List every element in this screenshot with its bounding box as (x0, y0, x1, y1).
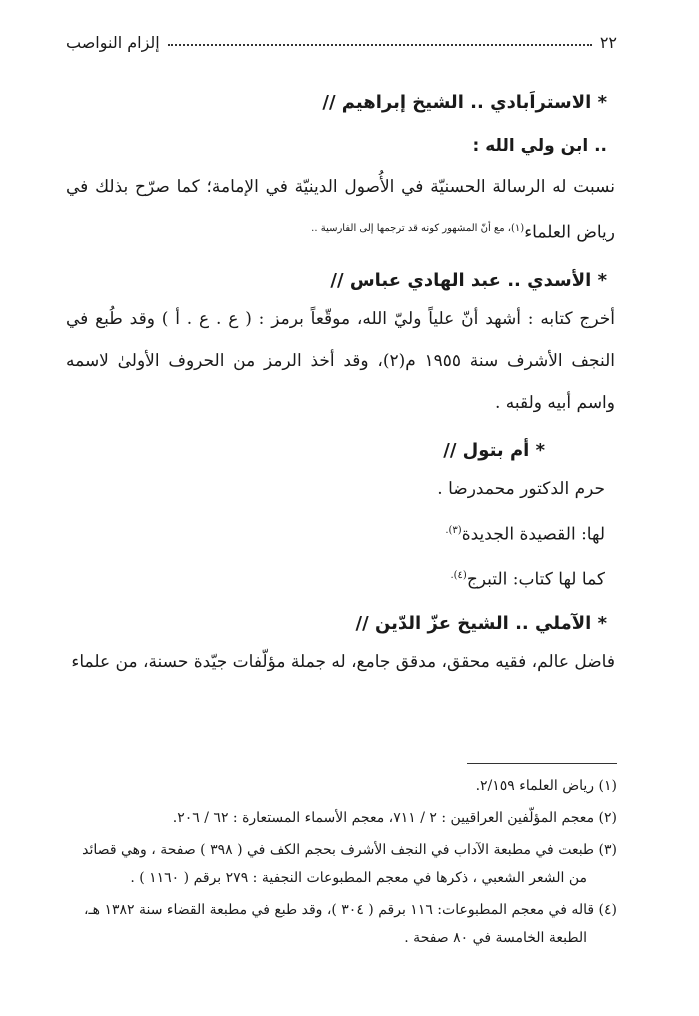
footnote-text: معجم المؤلّفين العراقيين : ٢ / ٧١١، معجم الأسماء المستعارة : ٦٢ / ٢٠٦. (172, 810, 595, 826)
footnote-number: (١) (598, 778, 617, 794)
footnotes (66, 772, 617, 956)
footnote-text: قاله في معجم المطبوعات: ١١٦ برقم ( ٣٠٤ )، وقد طبع في مطبعة القضاء سنة ١٣٨٢ هـ، (84, 902, 595, 918)
entry-paragraph: فاضل عالم، فقيه محقق، مدقق جامع، له جملة مؤلّفات جيّدة حسنة، من علماء (71, 651, 615, 672)
entry-line (66, 555, 615, 601)
footnote-number: (٤) (598, 902, 617, 918)
footnote (66, 836, 617, 892)
entry-paragraph (66, 298, 615, 424)
entry-paragraph (66, 166, 615, 254)
footnote-continuation: من الشعر الشعبي ، ذكرها في معجم المطبوعات النجفية : ٢٧٩ برقم ( ١١٦٠ ) . (130, 870, 587, 886)
entry-title: * أم بتول // (443, 439, 545, 461)
line-text: كما لها كتاب: التبرج (466, 569, 605, 590)
footnote-text: طبعت في مطبعة الآداب في النجف الأشرف بحجم الكف في ( ٣٩٨ ) صفحة ، وهي قصائد (82, 842, 595, 858)
entry-subtitle: .. ابن ولي الله : (472, 136, 607, 156)
entry-title: * الاستراَبادي .. الشيخ إبراهيم // (322, 92, 607, 113)
paragraph-text: نسبت له الرسالة الحسنيّة في الأُصول الدينيّة في الإمامة؛ كما صرّح بذلك في رياض العلماء (66, 177, 615, 243)
entry-line: حرم الدكتور محمدرضا . (437, 478, 605, 499)
header-dotted-leader (168, 44, 592, 46)
page-header (66, 24, 617, 52)
footnote-number: (٣) (598, 842, 617, 858)
footnote (66, 804, 617, 832)
footnote-continuation: الطبعة الخامسة في ٨٠ صفحة . (404, 930, 587, 946)
footnote (66, 772, 617, 800)
footnote-number: (٢) (598, 810, 617, 826)
footnote-ref: (٣). (445, 524, 462, 536)
footnote-separator (467, 763, 617, 764)
paragraph-text-tail: (٢)، وقد أخذ الرمز من الحروف الأولىٰ لاسمه واسم أبيه ولقبه . (66, 350, 615, 413)
entry-line (66, 510, 615, 556)
footnote-ref: (٤). (450, 570, 467, 582)
entry-title: * الأسدي .. عبد الهادي عباس // (330, 269, 607, 291)
page-number: ٢٢ (599, 33, 617, 52)
footnote (66, 896, 617, 952)
line-text: لها: القصيدة الجديدة (461, 524, 605, 545)
paragraph-text-tail: (١)، مع أنّ المشهور كونه قد ترجمها إلى الفارسية .. (311, 223, 525, 234)
page-body (66, 80, 615, 683)
running-title: إلزام النواصب (66, 33, 160, 52)
paragraph-text: أخرج كتابه : أشهد أنّ علياً وليّ الله، موقّعاً برمز : ( ع . ع . أ ) وقد طُبع في النجف الأشرف سنة ١٩٥٥ م (66, 308, 615, 371)
footnote-text: رياض العلماء ٢/١٥٩. (475, 778, 595, 794)
entry-title: * الآملي .. الشيخ عزّ الدّين // (355, 612, 607, 634)
